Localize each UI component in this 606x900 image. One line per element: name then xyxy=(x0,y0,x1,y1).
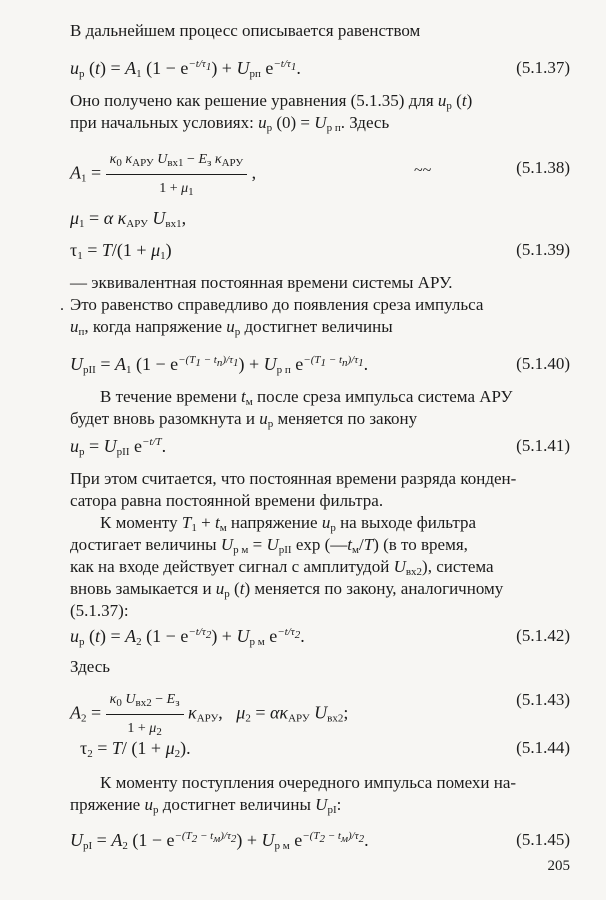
equation-number: (5.1.44) xyxy=(516,738,570,757)
equation-number: (5.1.40) xyxy=(516,354,570,373)
equation-mu1: $\mu_1 = \alpha$ $\kappa_{АРУ}$ $U_{вх1}$, xyxy=(70,208,187,230)
equation-number: (5.1.39) xyxy=(516,240,570,259)
text-line: сатора равна постоянной времени фильтра. xyxy=(70,491,384,510)
text-line: Оно получено как решение уравнения (5.1.35) для $u_р$ (t) xyxy=(70,91,473,112)
text-line: пряжение $u_р$ достигнет величины $U_{рI}$: xyxy=(70,795,342,816)
text-line: В дальнейшем процесс описывается равенством xyxy=(70,21,421,40)
equation-5-1-38: $A_1$ = $\frac{\kappa_0 \kappa_{АРУ} U_{вх1} - E_з \kappa_{АРУ}}{1 + \mu_1}$ , xyxy=(70,148,256,201)
equation-5-1-42: $u_p$ $(t) = A_2$ $(1 - e^{-t/\tau_2}) + U_{p м}$ $e^{-t/\tau_2}$. xyxy=(70,626,305,648)
text-line: как на входе действует сигнал с амплитудой $U_{вх2}$), система xyxy=(70,557,494,578)
text-line: Здесь xyxy=(70,657,111,676)
text-line: При этом считается, что постоянная времени разряда конден- xyxy=(70,469,517,488)
text-line: К моменту поступления очередного импульса помехи на- xyxy=(100,773,517,792)
equation-number: (5.1.37) xyxy=(516,58,570,77)
equation-5-1-40: $U_{pII} = A_1$ $(1 - e^{-(T_1 - t_п)/\tau_1}) + U_{p п}$ $e^{-(T_1 - t_п)/\tau_1}$. xyxy=(70,354,369,376)
equation-5-1-44: $\tau_2 = T/$ $(1 + \mu_2)$. xyxy=(80,738,191,760)
equation-5-1-43: $A_2$ = $\frac{\kappa_0 U_{вх2} - E_з}{1 + \mu_2}$ $\kappa_{АРУ}$, $\mu_2 = \alpha\kappa_{АРУ}$ $U_{вх2}$; xyxy=(70,688,348,741)
equation-number: (5.1.43) xyxy=(516,690,570,709)
equation-5-1-37: $u_p$ $(t) = A_1$ $(1 - e^{-t/\tau_1}) + U_{pп}$ $e^{-t/\tau_1}$. xyxy=(70,58,301,80)
equation-5-1-41: $u_p = U_{pII}$ $e^{-t/T}$. xyxy=(70,436,167,458)
text-line: достигает величины $U_{р м} = U_{рII}$ $\exp (—t_м/T)$ (в то время, xyxy=(70,535,468,556)
equation-number: (5.1.42) xyxy=(516,626,570,645)
text-line: вновь замыкается и $u_р$ (t) меняется по закону, аналогичному xyxy=(70,579,504,600)
text-line: будет вновь разомкнута и $u_р$ меняется по закону xyxy=(70,409,418,430)
equation-number: (5.1.38) xyxy=(516,158,570,177)
text-line: (5.1.37): xyxy=(70,601,129,620)
text-line: $u_п$, когда напряжение $u_р$ достигнет величины xyxy=(70,317,393,338)
equation-number: (5.1.45) xyxy=(516,830,570,849)
equation-5-1-45: $U_{pI} = A_2$ $(1 - e^{-(T_2 - t_м)/\tau_2}) + U_{p м}$ $e^{-(T_2 - t_м)/\tau_2}$. xyxy=(70,830,369,852)
text-line: К моменту $T_1 + t_м$ напряжение $u_р$ на выходе фильтра xyxy=(100,513,477,534)
text-line: Это равенство справедливо до появления среза импульса xyxy=(70,295,484,314)
stray-mark: . xyxy=(60,297,64,314)
equation-number: (5.1.41) xyxy=(516,436,570,455)
text-line: В течение времени $t_м$ после среза импульса система АРУ xyxy=(100,387,513,408)
stray-mark: ~~ xyxy=(414,162,432,179)
equation-5-1-39: $\tau_1 = T/(1 + \mu_1)$ xyxy=(70,240,172,262)
text-line: при начальных условиях: $u_р$ $(0) = U_{р п}$. Здесь xyxy=(70,113,390,134)
text-line: — эквивалентная постоянная времени системы АРУ. xyxy=(70,273,453,292)
page-number: 205 xyxy=(547,858,570,874)
